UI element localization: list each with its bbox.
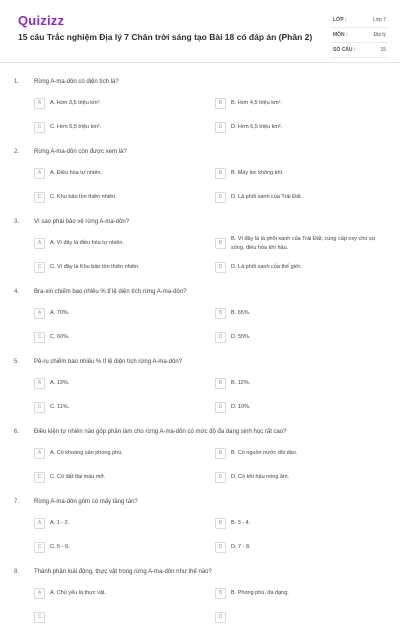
question-block [0, 212, 400, 282]
option-text: D. 55%. [231, 334, 251, 340]
meta-key: MÔN : [333, 32, 348, 38]
answer-option[interactable] [34, 168, 199, 179]
question-number: 2. [14, 149, 20, 155]
question-number: 8. [14, 569, 20, 575]
meta-row-count [331, 43, 388, 58]
meta-key: LỚP : [333, 17, 347, 23]
worksheet-title: 15 câu Trắc nghiệm Địa lý 7 Chân trời sáng tạo Bài 18 có đáp án (Phần 2) [18, 32, 313, 42]
question-number: 1. [14, 79, 20, 85]
answer-option[interactable] [34, 542, 199, 553]
answer-option[interactable] [34, 238, 199, 249]
question-block [0, 282, 400, 352]
answer-option[interactable] [215, 192, 380, 203]
option-letter-badge: D [215, 402, 226, 413]
option-text: C. Khu bảo tồn thiên nhiên. [50, 194, 117, 200]
option-text: D. Lá phổi xanh của Trái Đất. [231, 194, 303, 200]
question-number: 3. [14, 219, 20, 225]
answer-option[interactable] [34, 612, 199, 623]
option-letter-badge: C [34, 612, 45, 623]
option-letter-badge: B [215, 518, 226, 529]
answer-option[interactable] [34, 448, 199, 459]
answer-option[interactable] [34, 332, 199, 343]
option-letter-badge: A [34, 518, 45, 529]
answer-option[interactable] [34, 122, 199, 133]
option-letter-badge: C [34, 262, 45, 273]
answer-option[interactable] [215, 588, 380, 599]
question-text: Rừng A-ma-dôn gồm có mấy tầng tán? [34, 499, 138, 505]
option-letter-badge: B [215, 378, 226, 389]
answer-option[interactable] [34, 472, 199, 483]
option-text: D. Lá phổi xanh của thế giới. [231, 264, 302, 270]
question-number: 5. [14, 359, 20, 365]
question-text: Rừng A-ma-dôn còn được xem là? [34, 149, 127, 155]
answer-option[interactable] [215, 542, 380, 553]
question-block [0, 142, 400, 212]
answer-option[interactable] [34, 402, 199, 413]
option-text: C. Có đất đai màu mỡ. [50, 474, 106, 480]
option-letter-badge: C [34, 402, 45, 413]
option-text: A. Có khoáng sản phong phú. [50, 450, 123, 456]
option-letter-badge: A [34, 448, 45, 459]
answer-option[interactable] [215, 378, 380, 389]
answer-option[interactable] [215, 332, 380, 343]
option-text: A. 13%. [50, 380, 70, 386]
option-text: B. 3 - 4. [231, 520, 251, 526]
option-text: C. Vì đây là Khu bảo tồn thiên nhiên. [50, 264, 140, 270]
option-letter-badge: A [34, 588, 45, 599]
option-text: A. Hơn 3,5 triệu km². [50, 100, 101, 106]
option-text: D. Hơn 6,5 triệu km². [231, 124, 283, 130]
option-text: B. Vì đây là lá phổi xanh của Trái Đất, cung cấp oxy cho sự sống, điều hòa khí hậu. [231, 236, 376, 251]
option-letter-badge: C [34, 192, 45, 203]
answer-option[interactable] [215, 122, 380, 133]
question-block [0, 492, 400, 562]
answer-option[interactable] [34, 518, 199, 529]
answer-option[interactable] [34, 308, 199, 319]
meta-value: Địa lý [373, 32, 386, 38]
question-text: Rừng A-ma-dôn có diện tích là? [34, 79, 119, 85]
question-number: 4. [14, 289, 20, 295]
option-letter-badge: A [34, 378, 45, 389]
option-letter-badge: A [34, 168, 45, 179]
option-letter-badge: B [215, 98, 226, 109]
option-letter-badge: B [215, 168, 226, 179]
answer-option[interactable] [215, 308, 380, 319]
question-block [0, 562, 400, 632]
option-text: C. 5 - 6. [50, 544, 70, 550]
option-text: D. 10%. [231, 404, 251, 410]
quizizz-logo: Quizizz [18, 13, 65, 28]
meta-row-class [331, 13, 388, 28]
option-text: B. Phong phú, đa dạng. [231, 590, 289, 596]
question-text: Điều kiện tự nhiên nào góp phần làm cho rừng A-ma-dôn có mức độ đa dạng sinh học rất cao? [34, 429, 287, 435]
option-letter-badge: D [215, 332, 226, 343]
option-text: A. Điều hòa tự nhiên. [50, 170, 102, 176]
question-block [0, 352, 400, 422]
answer-option[interactable] [215, 448, 380, 459]
question-text: Bra-xin chiếm bao nhiêu % tỉ lệ diện tích rừng A-ma-dôn? [34, 289, 187, 295]
answer-option[interactable] [215, 518, 380, 529]
option-text: D. 7 - 8. [231, 544, 251, 550]
answer-option[interactable] [34, 378, 199, 389]
option-text: D. Có khí hậu nóng ẩm. [231, 474, 290, 480]
option-letter-badge: A [34, 308, 45, 319]
option-text: A. 1 - 2. [50, 520, 70, 526]
option-letter-badge: B [215, 238, 226, 249]
answer-option[interactable] [215, 168, 380, 179]
option-letter-badge: A [34, 98, 45, 109]
answer-option[interactable] [215, 472, 380, 483]
answer-option[interactable] [34, 588, 199, 599]
question-text: Pê-ru chiếm bao nhiêu % tỉ lệ diện tích rừng A-ma-dôn? [34, 359, 183, 365]
option-letter-badge: D [215, 612, 226, 623]
meta-value: Lớp 7 [372, 17, 386, 23]
option-letter-badge: D [215, 262, 226, 273]
option-text: C. Hơn 5,5 triệu km². [50, 124, 102, 130]
option-text: A. 70%. [50, 310, 70, 316]
option-letter-badge: C [34, 332, 45, 343]
answer-option[interactable] [215, 98, 380, 109]
option-letter-badge: C [34, 472, 45, 483]
answer-option[interactable] [34, 262, 199, 273]
option-letter-badge: D [215, 192, 226, 203]
option-text: C. 11%. [50, 404, 70, 410]
answer-option[interactable] [215, 402, 380, 413]
question-number: 6. [14, 429, 20, 435]
option-letter-badge: B [215, 308, 226, 319]
option-letter-badge: C [34, 122, 45, 133]
answer-option[interactable] [34, 98, 199, 109]
option-text: A. Vì đây là điều hòa tự nhiên. [50, 240, 125, 246]
question-number: 7. [14, 499, 20, 505]
question-block [0, 72, 400, 142]
meta-key: SỐ CÂU : [333, 47, 356, 53]
meta-row-subject [331, 28, 388, 43]
option-letter-badge: A [34, 238, 45, 249]
worksheet-header [0, 0, 400, 63]
option-text: B. Máy lọc không khí. [231, 170, 284, 176]
meta-value: 15 [380, 47, 386, 53]
option-letter-badge: D [215, 542, 226, 553]
option-letter-badge: D [215, 472, 226, 483]
answer-option[interactable] [34, 192, 199, 203]
option-text: A. Chủ yếu là thực vật. [50, 590, 106, 596]
question-list [0, 72, 400, 632]
answer-option[interactable] [215, 612, 380, 623]
option-letter-badge: D [215, 122, 226, 133]
option-text: C. 60%. [50, 334, 70, 340]
question-text: Vì sao phải bảo vệ rừng A-ma-dôn? [34, 219, 130, 225]
option-letter-badge: B [215, 448, 226, 459]
option-letter-badge: C [34, 542, 45, 553]
option-letter-badge: B [215, 588, 226, 599]
answer-option[interactable] [215, 262, 380, 273]
option-text: B. 12%. [231, 380, 251, 386]
option-text: B. 65%. [231, 310, 251, 316]
question-text: Thành phần loài động, thực vật trong rừng A-ma-dôn như thế nào? [34, 569, 212, 575]
option-text: B. Hơn 4,5 triệu km². [231, 100, 282, 106]
option-text: B. Có nguồn nước dồi dào. [231, 450, 298, 456]
question-block [0, 422, 400, 492]
meta-table [331, 13, 388, 58]
answer-option[interactable] [215, 238, 380, 253]
